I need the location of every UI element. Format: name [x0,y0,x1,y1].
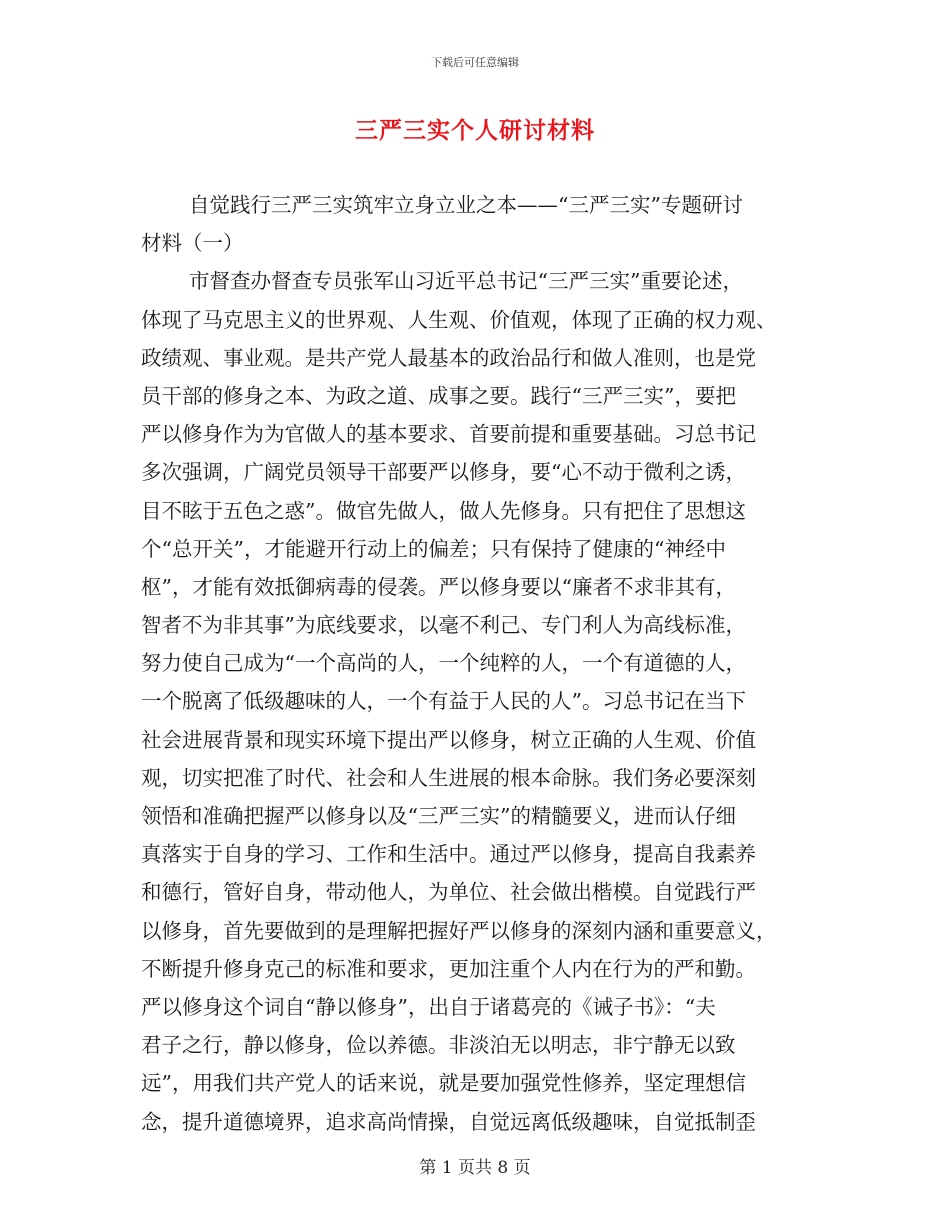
body-line: 和德行，管好自身，带动他人，为单位、社会做出楷模。自觉践行严 [141,880,756,905]
body-line: 体现了马克思主义的世界观、人生观、价值观，体现了正确的权力观、 [141,307,777,332]
document-body [141,186,809,1141]
body-line: 严以修身这个词自“静以修身”，出自于诸葛亮的《诫子书》：“夫 [141,994,716,1019]
body-line: 社会进展背景和现实环境下提出严以修身，树立正确的人生观、价值 [141,727,756,752]
body-line: 领悟和准确把握严以修身以及“三严三实”的精髓要义，进而认仔细 [141,804,736,828]
body-line: 目不眩于五色之惑”。做官先做人，做人先修身。只有把住了思想这 [141,498,746,523]
body-line: 枢”，才能有效抵御病毒的侵袭。严以修身要以“廉者不求非其有， [141,574,736,599]
body-line: 努力使自己成为“一个高尚的人，一个纯粹的人，一个有道德的人， [141,651,746,676]
document-title: 三严三实个人研讨材料 [355,117,595,144]
body-line: 政绩观、事业观。是共产党人最基本的政治品行和做人准则，也是党 [141,345,756,370]
body-line: 自觉践行三严三实筑牢立身立业之本——“三严三实”专题研讨 [189,193,743,217]
body-line: 材料（一） [141,231,244,256]
body-line: 观，切实把准了时代、社会和人生进展的根本命脉。我们务必要深刻 [141,765,756,790]
body-line: 远”，用我们共产党人的话来说，就是要加强党性修养，坚定理想信 [141,1071,746,1096]
body-line: 智者不为非其事”为底线要求，以毫不利己、专门利人为高线标准， [141,613,746,638]
body-line: 真落实于自身的学习、工作和生活中。通过严以修身，提高自我素养 [141,842,756,867]
page-footer: 第 1 页共 8 页 [419,1158,531,1178]
body-line: 君子之行，静以修身，俭以养德。非淡泊无以明志，非宁静无以致 [141,1033,736,1058]
body-line: 不断提升修身克己的标准和要求，更加注重个人内在行为的严和勤。 [141,956,756,981]
body-line: 员干部的修身之本、为政之道、成事之要。践行“三严三实”，要把 [141,383,736,408]
body-line: 市督查办督查专员张军山习近平总书记“三严三实”重要论述， [189,269,743,294]
body-line: 严以修身作为为官做人的基本要求、首要前提和重要基础。习总书记 [141,422,756,447]
body-line: 多次强调，广阔党员领导干部要严以修身，要“心不动于微利之诱， [141,460,746,485]
body-line: 念，提升道德境界，追求高尚情操，自觉远离低级趣味，自觉抵制歪 [141,1109,756,1134]
body-line: 以修身，首先要做到的是理解把握好严以修身的深刻内涵和重要意义， [141,918,777,943]
body-line: 一个脱离了低级趣味的人，一个有益于人民的人”。习总书记在当下 [141,689,746,714]
body-line: 个“总开关”，才能避开行动上的偏差；只有保持了健康的“神经中 [141,536,726,561]
header-note: 下载后可任意编辑 [431,56,519,69]
